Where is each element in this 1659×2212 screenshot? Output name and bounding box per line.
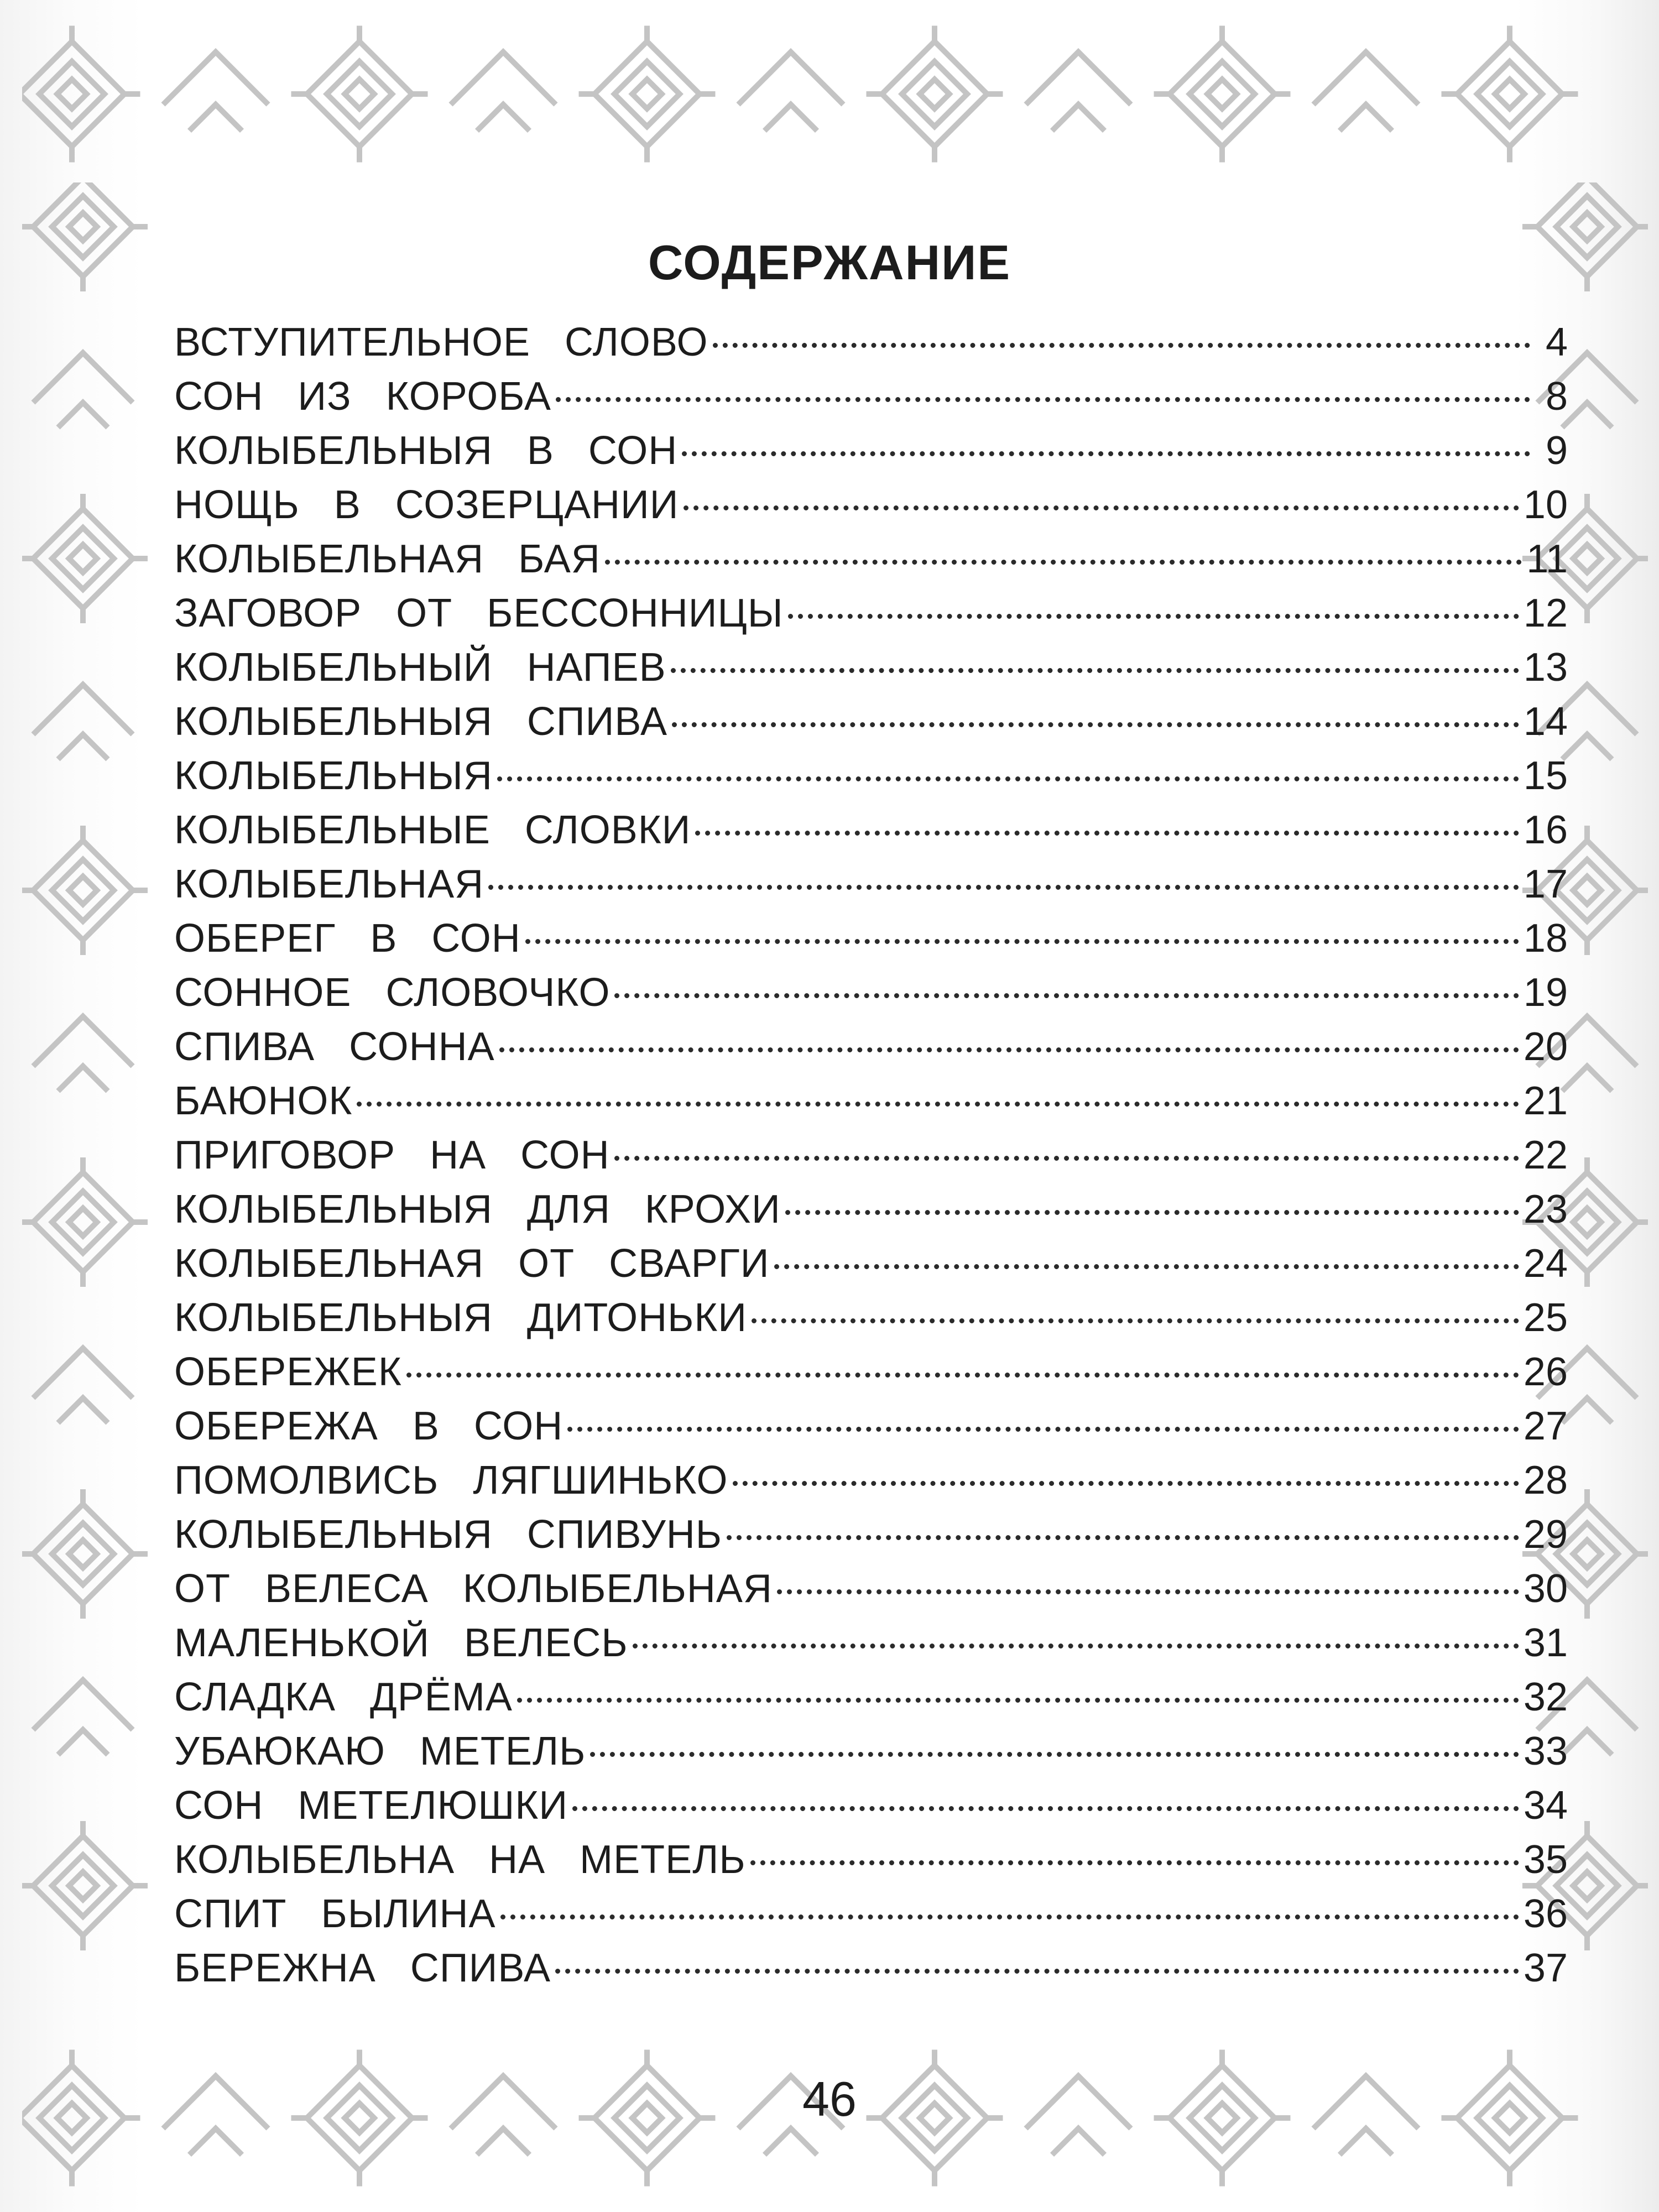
ornament-chevron-motif bbox=[1026, 52, 1131, 131]
toc-entry-page: 23 bbox=[1523, 1187, 1568, 1232]
ornament-top-pattern bbox=[22, 0, 1626, 182]
ornament-chevron-motif bbox=[33, 685, 133, 759]
ornament-lattice-motif bbox=[1442, 26, 1578, 163]
toc-entry-title: УБАЮКАЮ МЕТЕЛЬ bbox=[174, 1729, 586, 1773]
toc-entry-title: СПИВА СОННА bbox=[174, 1025, 495, 1069]
dot-leader bbox=[633, 1644, 1519, 1648]
dot-leader bbox=[572, 1806, 1519, 1811]
ornament-top-border bbox=[22, 0, 1626, 182]
dot-leader bbox=[733, 1481, 1519, 1486]
dot-leader bbox=[672, 722, 1519, 727]
ornament-lattice-motif bbox=[22, 1489, 148, 1619]
toc-entry-page: 22 bbox=[1523, 1133, 1568, 1177]
ornament-lattice-motif bbox=[22, 494, 148, 623]
ornament-lattice-motif bbox=[867, 26, 1003, 163]
toc-entry-title: БЕРЕЖНА СПИВА bbox=[174, 1946, 551, 1990]
toc-entry-page: 34 bbox=[1523, 1783, 1568, 1828]
toc-entry-title: ПОМОЛВИСЬ ЛЯГШИНЬКО bbox=[174, 1458, 728, 1503]
toc-entry-page: 15 bbox=[1523, 754, 1568, 798]
dot-leader bbox=[357, 1102, 1519, 1107]
toc-entry bbox=[174, 1562, 1568, 1616]
dot-leader bbox=[774, 1264, 1519, 1269]
dot-leader bbox=[727, 1535, 1519, 1540]
toc-entry bbox=[174, 1724, 1568, 1778]
ornament-lattice-motif bbox=[1154, 26, 1291, 163]
dot-leader bbox=[684, 505, 1519, 510]
toc-entry-page: 14 bbox=[1523, 700, 1568, 744]
toc-entry-page: 29 bbox=[1523, 1512, 1568, 1557]
toc-entry-title: ОБЕРЕЖЕК bbox=[174, 1350, 402, 1394]
toc-entry bbox=[174, 369, 1568, 424]
toc-entry bbox=[174, 1074, 1568, 1128]
toc-entry bbox=[174, 1778, 1568, 1833]
toc-entry-title: СОННОЕ СЛОВОЧКО bbox=[174, 971, 611, 1015]
toc-entry bbox=[174, 478, 1568, 532]
toc-entry-title: КОЛЫБЕЛЬНЫЯ В СОН bbox=[174, 429, 678, 473]
ornament-chevron-motif bbox=[33, 353, 133, 427]
toc-entry-title: БАЮНОК bbox=[174, 1079, 353, 1123]
toc-entry-title: НОЩЬ В СОЗЕРЦАНИИ bbox=[174, 483, 679, 527]
toc-entry bbox=[174, 640, 1568, 695]
toc-entry-page: 18 bbox=[1523, 916, 1568, 961]
toc-entry-page: 26 bbox=[1523, 1350, 1568, 1394]
dot-leader bbox=[614, 993, 1519, 998]
toc-entry-title: ВСТУПИТЕЛЬНОЕ СЛОВО bbox=[174, 320, 708, 364]
toc-entry-title: КОЛЫБЕЛЬНЫЙ НАПЕВ bbox=[174, 645, 666, 690]
toc-entry-title: ОБЕРЕГ В СОН bbox=[174, 916, 521, 961]
toc-entry-title: МАЛЕНЬКОЙ ВЕЛЕСЬ bbox=[174, 1621, 628, 1665]
dot-leader bbox=[567, 1427, 1519, 1432]
table-of-contents bbox=[174, 315, 1568, 1995]
ornament-chevron-motif bbox=[451, 52, 556, 131]
toc-entry-page: 33 bbox=[1523, 1729, 1568, 1773]
toc-entry-page: 17 bbox=[1523, 862, 1568, 906]
toc-entry-page: 36 bbox=[1523, 1892, 1568, 1936]
dot-leader bbox=[785, 1210, 1519, 1215]
ornament-chevron-motif bbox=[33, 1680, 133, 1755]
toc-entry-title: КОЛЫБЕЛЬНА НА МЕТЕЛЬ bbox=[174, 1838, 746, 1882]
toc-entry-title: СОН ИЗ КОРОБА bbox=[174, 374, 551, 419]
toc-entry-page: 37 bbox=[1523, 1946, 1568, 1990]
toc-entry bbox=[174, 857, 1568, 911]
page-number: 46 bbox=[802, 2072, 857, 2126]
ornament-lattice-motif bbox=[291, 26, 428, 163]
toc-entry-title: КОЛЫБЕЛЬНЫЕ СЛОВКИ bbox=[174, 808, 691, 852]
toc-entry bbox=[174, 1507, 1568, 1562]
dot-leader bbox=[614, 1156, 1519, 1161]
ornament-lattice-motif bbox=[22, 26, 140, 163]
ornament-chevron-motif bbox=[738, 52, 843, 131]
toc-entry-title: СПИТ БЫЛИНА bbox=[174, 1892, 496, 1936]
dot-leader bbox=[777, 1589, 1519, 1594]
toc-entry bbox=[174, 1182, 1568, 1237]
dot-leader bbox=[500, 1914, 1519, 1919]
dot-leader bbox=[752, 1318, 1519, 1323]
toc-entry-page: 16 bbox=[1523, 808, 1568, 852]
toc-entry-page: 32 bbox=[1523, 1675, 1568, 1719]
ornament-chevron-motif bbox=[163, 52, 268, 131]
ornament-lattice-motif bbox=[22, 1821, 148, 1950]
toc-entry-page: 25 bbox=[1523, 1296, 1568, 1340]
toc-entry bbox=[174, 1345, 1568, 1399]
dot-leader bbox=[750, 1860, 1519, 1865]
toc-entry-title: КОЛЫБЕЛЬНАЯ bbox=[174, 862, 484, 906]
toc-entry-title: ПРИГОВОР НА СОН bbox=[174, 1133, 610, 1177]
toc-entry bbox=[174, 1237, 1568, 1291]
dot-leader bbox=[788, 614, 1519, 619]
toc-entry bbox=[174, 1941, 1568, 1995]
toc-entry-title: КОЛЫБЕЛЬНАЯ БАЯ bbox=[174, 537, 601, 581]
dot-leader bbox=[590, 1752, 1519, 1757]
dot-leader bbox=[555, 1969, 1519, 1974]
toc-entry-page: 24 bbox=[1523, 1241, 1568, 1286]
toc-entry-page: 30 bbox=[1523, 1567, 1568, 1611]
toc-entry bbox=[174, 1128, 1568, 1182]
toc-entry-page: 21 bbox=[1523, 1079, 1568, 1123]
toc-entry bbox=[174, 532, 1568, 586]
toc-entry bbox=[174, 1833, 1568, 1887]
toc-entry bbox=[174, 1670, 1568, 1724]
ornament-chevron-motif bbox=[33, 1016, 133, 1091]
toc-entry bbox=[174, 749, 1568, 803]
dot-leader bbox=[525, 939, 1519, 944]
dot-leader bbox=[671, 668, 1519, 673]
toc-entry bbox=[174, 695, 1568, 749]
toc-entry-title: КОЛЫБЕЛЬНАЯ ОТ СВАРГИ bbox=[174, 1241, 770, 1286]
dot-leader bbox=[497, 776, 1519, 781]
ornament-chevron-motif bbox=[33, 1348, 133, 1423]
page-title: СОДЕРЖАНИЕ bbox=[648, 234, 1011, 290]
dot-leader bbox=[499, 1047, 1519, 1052]
toc-entry bbox=[174, 911, 1568, 966]
toc-entry-page: 11 bbox=[1526, 537, 1568, 581]
toc-entry-title: КОЛЫБЕЛЬНЫЯ bbox=[174, 754, 493, 798]
dot-leader bbox=[406, 1373, 1519, 1378]
ornament-lattice-motif bbox=[22, 826, 148, 955]
ornament-lattice-motif bbox=[22, 1157, 148, 1287]
toc-entry-page: 10 bbox=[1523, 483, 1568, 527]
toc-entry bbox=[174, 1887, 1568, 1941]
toc-entry bbox=[174, 1616, 1568, 1670]
toc-entry-title: ОБЕРЕЖА В СОН bbox=[174, 1404, 564, 1448]
toc-entry bbox=[174, 1291, 1568, 1345]
toc-entry bbox=[174, 803, 1568, 857]
ornament-chevron-motif bbox=[1313, 52, 1418, 131]
toc-entry-page: 20 bbox=[1523, 1025, 1568, 1069]
toc-entry-title: КОЛЫБЕЛЬНЫЯ СПИВУНЬ bbox=[174, 1512, 722, 1557]
toc-entry-page: 27 bbox=[1523, 1404, 1568, 1448]
toc-entry-title: СОН МЕТЕЛЮШКИ bbox=[174, 1783, 568, 1828]
ornament-lattice-motif bbox=[579, 26, 716, 163]
toc-entry bbox=[174, 586, 1568, 640]
toc-entry-title: ОТ ВЕЛЕСА КОЛЫБЕЛЬНАЯ bbox=[174, 1567, 773, 1611]
toc-entry-title: КОЛЫБЕЛЬНЫЯ ДЛЯ КРОХИ bbox=[174, 1187, 781, 1232]
toc-entry-title: КОЛЫБЕЛЬНЫЯ СПИВА bbox=[174, 700, 667, 744]
toc-entry-title: СЛАДКА ДРЁМА bbox=[174, 1675, 513, 1719]
dot-leader bbox=[517, 1698, 1519, 1703]
toc-entry bbox=[174, 1020, 1568, 1074]
dot-leader bbox=[682, 451, 1530, 456]
toc-entry-page: 4 bbox=[1545, 320, 1568, 364]
toc-entry-page: 8 bbox=[1545, 374, 1568, 419]
dot-leader bbox=[488, 885, 1519, 890]
ornament-left-border bbox=[22, 182, 155, 2013]
toc-entry-page: 28 bbox=[1523, 1458, 1568, 1503]
toc-entry bbox=[174, 424, 1568, 478]
toc-entry bbox=[174, 1453, 1568, 1507]
toc-entry-page: 35 bbox=[1523, 1838, 1568, 1882]
toc-entry bbox=[174, 315, 1568, 369]
ornament-left-pattern bbox=[22, 182, 155, 2013]
toc-entry-page: 12 bbox=[1523, 591, 1568, 635]
dot-leader bbox=[713, 343, 1531, 348]
toc-entry-page: 19 bbox=[1523, 971, 1568, 1015]
dot-leader bbox=[695, 831, 1519, 836]
toc-entry-title: ЗАГОВОР ОТ БЕССОННИЦЫ bbox=[174, 591, 784, 635]
toc-entry-page: 13 bbox=[1523, 645, 1568, 690]
toc-entry-page: 31 bbox=[1523, 1621, 1568, 1665]
dot-leader bbox=[556, 397, 1530, 402]
toc-entry bbox=[174, 966, 1568, 1020]
dot-leader bbox=[605, 560, 1522, 565]
toc-entry-page: 9 bbox=[1545, 429, 1568, 473]
toc-entry bbox=[174, 1399, 1568, 1453]
toc-entry-title: КОЛЫБЕЛЬНЫЯ ДИТОНЬКИ bbox=[174, 1296, 748, 1340]
